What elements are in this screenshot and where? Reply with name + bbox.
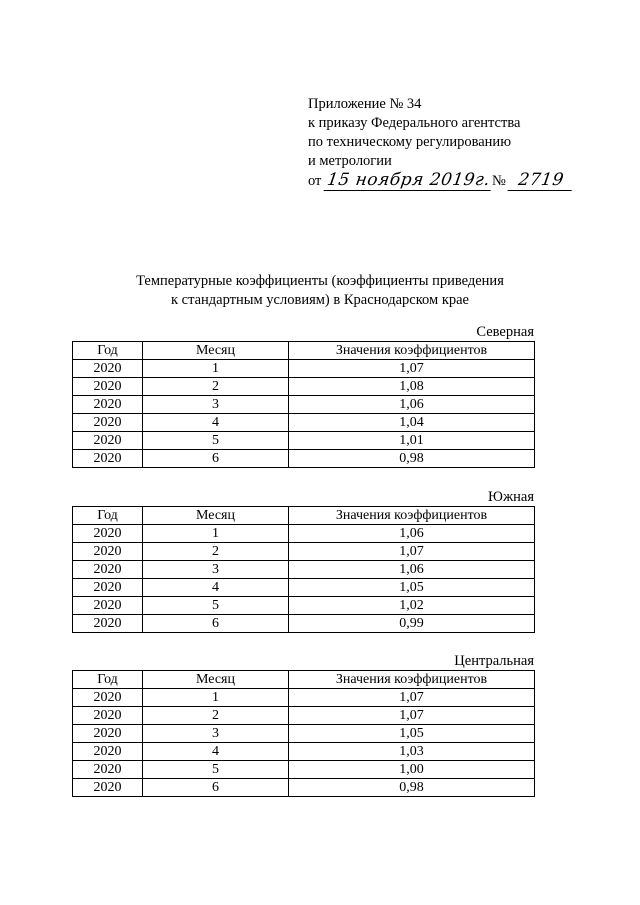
- cell-year: 2020: [73, 378, 143, 396]
- handwritten-date: 15 ноября 2019г.: [324, 171, 494, 191]
- cell-value: 1,08: [289, 378, 535, 396]
- coefficients-table: [72, 670, 535, 797]
- cell-year: 2020: [73, 689, 143, 707]
- region-block-central: [72, 653, 534, 797]
- cell-month: 2: [143, 378, 289, 396]
- cell-year: 2020: [73, 725, 143, 743]
- appendix-header: [308, 95, 573, 191]
- table-row: [73, 707, 535, 725]
- handwritten-order-number: 2719: [508, 171, 575, 191]
- cell-month: 1: [143, 689, 289, 707]
- table-row: [73, 543, 535, 561]
- table-header-row: [73, 507, 535, 525]
- region-name: Центральная: [454, 653, 534, 669]
- column-header-value: Значения коэффициентов: [289, 671, 535, 689]
- cell-year: 2020: [73, 360, 143, 378]
- cell-value: 1,05: [289, 725, 535, 743]
- table-header-row: [73, 671, 535, 689]
- cell-year: 2020: [73, 543, 143, 561]
- cell-year: 2020: [73, 525, 143, 543]
- table-row: [73, 414, 535, 432]
- table-row: [73, 761, 535, 779]
- cell-month: 1: [143, 525, 289, 543]
- cell-value: 1,06: [289, 396, 535, 414]
- table-row: [73, 360, 535, 378]
- column-header-year: Год: [73, 671, 143, 689]
- table-row: [73, 561, 535, 579]
- cell-value: 1,06: [289, 525, 535, 543]
- column-header-month: Месяц: [143, 342, 289, 360]
- cell-year: 2020: [73, 707, 143, 725]
- cell-month: 2: [143, 543, 289, 561]
- cell-value: 0,98: [289, 450, 535, 468]
- table-row: [73, 779, 535, 797]
- cell-month: 1: [143, 360, 289, 378]
- table-row: [73, 689, 535, 707]
- column-header-month: Месяц: [143, 507, 289, 525]
- cell-year: 2020: [73, 561, 143, 579]
- table-header-row: [73, 342, 535, 360]
- cell-year: 2020: [73, 450, 143, 468]
- cell-year: 2020: [73, 761, 143, 779]
- cell-year: 2020: [73, 743, 143, 761]
- table-row: [73, 432, 535, 450]
- from-label: от: [308, 173, 322, 189]
- cell-year: 2020: [73, 597, 143, 615]
- cell-month: 6: [143, 450, 289, 468]
- region-block-north: [72, 324, 534, 468]
- cell-month: 4: [143, 579, 289, 597]
- cell-month: 6: [143, 779, 289, 797]
- table-row: [73, 743, 535, 761]
- coefficients-table: [72, 341, 535, 468]
- coefficients-table: [72, 506, 535, 633]
- table-row: [73, 450, 535, 468]
- cell-month: 2: [143, 707, 289, 725]
- cell-value: 0,99: [289, 615, 535, 633]
- table-row: [73, 615, 535, 633]
- cell-value: 1,00: [289, 761, 535, 779]
- cell-value: 0,98: [289, 779, 535, 797]
- cell-month: 4: [143, 743, 289, 761]
- region-name: Северная: [476, 324, 534, 340]
- cell-value: 1,02: [289, 597, 535, 615]
- column-header-value: Значения коэффициентов: [289, 342, 535, 360]
- region-block-south: [72, 489, 534, 633]
- appendix-agency-line: по техническому регулированию: [308, 134, 512, 150]
- appendix-order-ref: к приказу Федерального агентства: [308, 115, 521, 131]
- column-header-year: Год: [73, 342, 143, 360]
- cell-month: 6: [143, 615, 289, 633]
- cell-value: 1,07: [289, 707, 535, 725]
- cell-year: 2020: [73, 779, 143, 797]
- cell-value: 1,04: [289, 414, 535, 432]
- cell-month: 3: [143, 396, 289, 414]
- cell-value: 1,01: [289, 432, 535, 450]
- table-row: [73, 725, 535, 743]
- cell-year: 2020: [73, 615, 143, 633]
- number-label: №: [491, 173, 506, 189]
- column-header-value: Значения коэффициентов: [289, 507, 535, 525]
- appendix-agency-line-2: и метрологии: [308, 153, 392, 169]
- cell-value: 1,03: [289, 743, 535, 761]
- cell-month: 3: [143, 561, 289, 579]
- order-date-line: [308, 171, 573, 191]
- table-row: [73, 378, 535, 396]
- cell-year: 2020: [73, 432, 143, 450]
- cell-month: 4: [143, 414, 289, 432]
- title-line-1: Температурные коэффициенты (коэффициенты приведения: [136, 273, 504, 289]
- cell-month: 5: [143, 761, 289, 779]
- table-row: [73, 579, 535, 597]
- table-row: [73, 597, 535, 615]
- cell-value: 1,07: [289, 543, 535, 561]
- cell-value: 1,06: [289, 561, 535, 579]
- cell-month: 5: [143, 597, 289, 615]
- column-header-month: Месяц: [143, 671, 289, 689]
- region-name: Южная: [488, 489, 534, 505]
- cell-year: 2020: [73, 396, 143, 414]
- title-line-2: к стандартным условиям) в Краснодарском крае: [170, 292, 469, 308]
- table-row: [73, 525, 535, 543]
- cell-value: 1,05: [289, 579, 535, 597]
- appendix-number: Приложение № 34: [308, 96, 422, 112]
- table-row: [73, 396, 535, 414]
- cell-month: 3: [143, 725, 289, 743]
- document-title: [0, 272, 640, 310]
- cell-year: 2020: [73, 414, 143, 432]
- cell-year: 2020: [73, 579, 143, 597]
- cell-value: 1,07: [289, 360, 535, 378]
- cell-value: 1,07: [289, 689, 535, 707]
- cell-month: 5: [143, 432, 289, 450]
- column-header-year: Год: [73, 507, 143, 525]
